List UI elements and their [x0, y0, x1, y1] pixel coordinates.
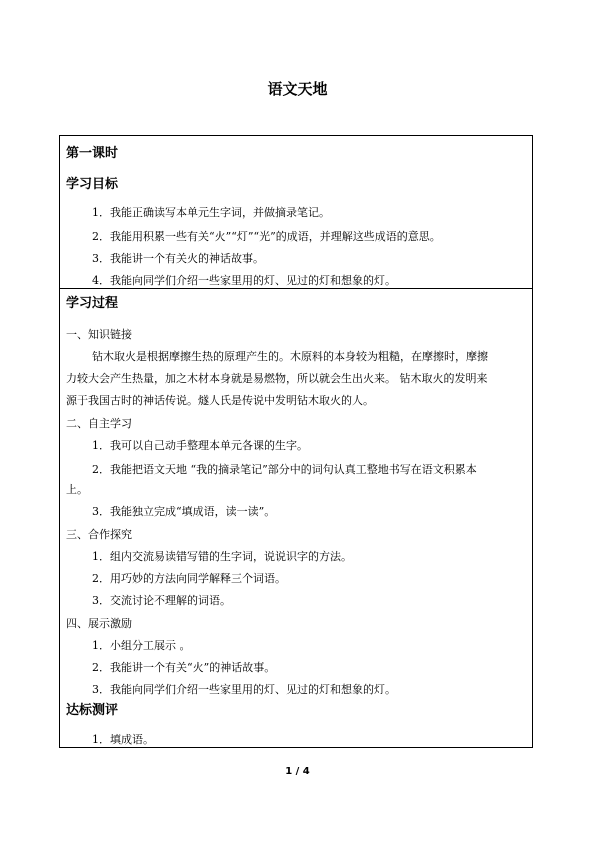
list-item: 2．用巧妙的方法向同学解释三个词语。: [92, 572, 286, 585]
part-title: 四、展示激励: [66, 617, 132, 630]
list-item: 上。: [66, 483, 88, 496]
paragraph-line: 钻木取火是根据摩擦生热的原理产生的。木原料的本身较为粗糙，在摩擦时，摩擦: [92, 350, 488, 363]
lesson-heading: 第一课时: [66, 146, 119, 161]
goal-item: 2．我能用积累一些有关“火”“灯”“光”的成语，并理解这些成语的意思。: [92, 230, 441, 243]
part-title: 一、知识链接: [66, 328, 132, 341]
goal-item: 4．我能向同学们介绍一些家里用的灯、见过的灯和想象的灯。: [92, 274, 396, 287]
list-item: 3．交流讨论不理解的词语。: [92, 594, 231, 607]
list-item: 3．我能独立完成“填成语，读一读”。: [92, 505, 276, 518]
list-item: 3．我能向同学们介绍一些家里用的灯、见过的灯和想象的灯。: [92, 683, 396, 696]
list-item: 1．组内交流易读错写错的生字词，说说识字的方法。: [92, 550, 352, 563]
part-title: 三、合作探究: [66, 528, 132, 541]
list-item: 2．我能把语文天地 “我的摘录笔记”部分中的词句认真工整地书写在语文积累本: [92, 463, 477, 476]
paragraph-line: 力较大会产生热量，加之木材本身就是易燃物，所以就会生出火来。 钻木取火的发明来: [66, 372, 488, 385]
assessment-heading: 达标测评: [66, 703, 119, 718]
list-item: 1．小组分工展示 。: [92, 639, 191, 652]
goals-heading: 学习目标: [66, 177, 119, 192]
page-number: 1 / 4: [285, 766, 310, 777]
list-item: 2．我能讲一个有关“火”的神话故事。: [92, 661, 276, 674]
part-title: 二、自主学习: [66, 417, 132, 430]
learning-process-section: [59, 288, 533, 748]
page-title: 语文天地: [267, 80, 328, 98]
process-heading: 学习过程: [66, 296, 119, 311]
list-item: 1．我可以自己动手整理本单元各课的生字。: [92, 439, 308, 452]
goal-item: 1．我能正确读写本单元生字词，并做摘录笔记。: [92, 206, 330, 219]
goal-item: 3．我能讲一个有关火的神话故事。: [92, 252, 264, 265]
list-item: 1．填成语。: [92, 733, 154, 746]
paragraph-line: 源于我国古时的神话传说。燧人氏是传说中发明钻木取火的人。: [66, 394, 374, 407]
lesson-goals-section: [59, 135, 533, 289]
